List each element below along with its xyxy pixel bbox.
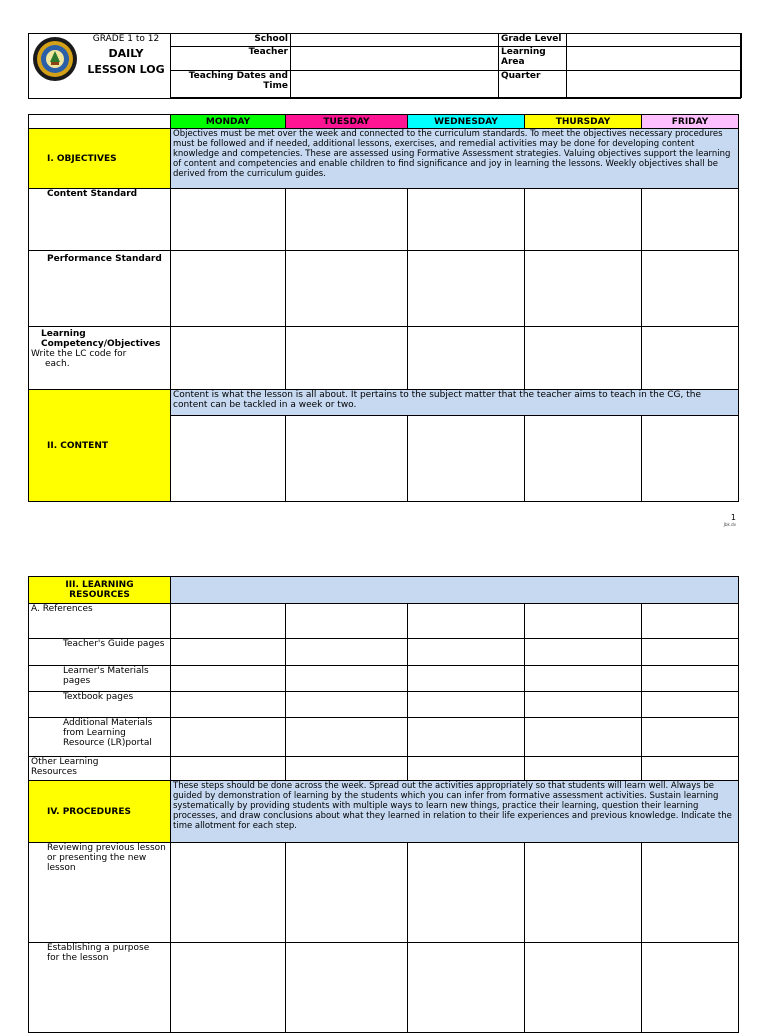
content-standard-tuesday[interactable] xyxy=(286,189,408,251)
additional-materials-tuesday[interactable] xyxy=(286,718,408,757)
objectives-description: Objectives must be met over the week and connected to the curriculum standards. To meet the objectives necessary procedures must be followed and if needed, additional lessons, exercises, and remedial activities may be done for developing content knowledge and competencies. These are assessed using Formative Assessment strategies. Valuing objectives support the learning of content and competencies and enable children to find significance and joy in learning the lessons. Weekly objectives shall be derived from the curriculum guides. xyxy=(171,129,739,189)
additional-materials-wednesday[interactable] xyxy=(408,718,525,757)
teaching-dates-field[interactable] xyxy=(291,71,499,98)
learning-area-field[interactable] xyxy=(567,47,742,71)
learning-competency-line2: Competency/Objectives xyxy=(41,339,161,349)
establishing-purpose-wednesday[interactable] xyxy=(408,943,525,1033)
procedures-description: These steps should be done across the week. Spread out the activities appropriately so that students will learn well. Always be guided by demonstration of learning by the students which you can infer from formative assessment activities. Sustain learning systematically by providing students with multiple ways to learn new things, practice their learning, question their learning processes, and draw conclusions about what they learned in relation to their life experiences and previous knowledge. Indicate the time allotment for each step. xyxy=(171,781,739,843)
learners-materials-monday[interactable] xyxy=(171,666,286,692)
learning-competency-label xyxy=(29,327,171,390)
grade-level-field[interactable] xyxy=(567,34,742,47)
teacher-label: Teacher xyxy=(171,47,291,71)
references-monday[interactable] xyxy=(171,604,286,639)
reviewing-lesson-friday[interactable] xyxy=(642,843,739,943)
content-standard-thursday[interactable] xyxy=(525,189,642,251)
learning-competency-line4: each. xyxy=(45,359,70,369)
references-tuesday[interactable] xyxy=(286,604,408,639)
learning-area-label-line2: Area xyxy=(501,57,525,67)
references-wednesday[interactable] xyxy=(408,604,525,639)
textbook-label: Textbook pages xyxy=(29,692,171,718)
content-wednesday[interactable] xyxy=(408,416,525,502)
day-wednesday: WEDNESDAY xyxy=(408,115,525,129)
reviewing-lesson-thursday[interactable] xyxy=(525,843,642,943)
school-field[interactable] xyxy=(291,34,499,47)
teaching-dates-label-line1: Teaching Dates and xyxy=(188,71,288,81)
performance-standard-wednesday[interactable] xyxy=(408,251,525,327)
learners-materials-friday[interactable] xyxy=(642,666,739,692)
content-monday[interactable] xyxy=(171,416,286,502)
quarter-label: Quarter xyxy=(499,71,567,98)
content-standard-monday[interactable] xyxy=(171,189,286,251)
references-friday[interactable] xyxy=(642,604,739,639)
references-label: A. References xyxy=(29,604,171,639)
establishing-purpose-thursday[interactable] xyxy=(525,943,642,1033)
learning-competency-wednesday[interactable] xyxy=(408,327,525,390)
objectives-label: I. OBJECTIVES xyxy=(29,129,171,189)
school-label: School xyxy=(171,34,291,47)
teaching-dates-label xyxy=(171,71,291,98)
learning-competency-line1: Learning xyxy=(41,329,86,339)
other-resources-friday[interactable] xyxy=(642,757,739,781)
learning-resources-banner xyxy=(171,577,739,604)
grade-range: GRADE 1 to 12 xyxy=(92,34,160,44)
content-friday[interactable] xyxy=(642,416,739,502)
footer-code: Jbk.dv xyxy=(723,522,736,527)
establishing-purpose-label: Establishing a purpose for the lesson xyxy=(29,943,171,1033)
references-thursday[interactable] xyxy=(525,604,642,639)
performance-standard-monday[interactable] xyxy=(171,251,286,327)
textbook-tuesday[interactable] xyxy=(286,692,408,718)
day-thursday: THURSDAY xyxy=(525,115,642,129)
procedures-label: IV. PROCEDURES xyxy=(29,781,171,843)
performance-standard-label: Performance Standard xyxy=(29,251,171,327)
learning-area-label xyxy=(499,47,567,71)
learning-resources-label-line2: RESOURCES xyxy=(69,590,130,600)
teachers-guide-label: Teacher's Guide pages xyxy=(29,639,171,666)
establishing-purpose-friday[interactable] xyxy=(642,943,739,1033)
reviewing-lesson-label: Reviewing previous lesson or presenting the new lesson xyxy=(29,843,171,943)
learning-resources-label xyxy=(29,577,171,604)
corner-cell xyxy=(29,115,171,129)
content-label: II. CONTENT xyxy=(29,390,171,502)
teaching-dates-label-line2: Time xyxy=(263,81,288,91)
school-seal-logo xyxy=(32,36,78,82)
title-lesson-log: LESSON LOG xyxy=(87,63,165,76)
learners-materials-label: Learner's Materials pages xyxy=(29,666,171,692)
learners-materials-tuesday[interactable] xyxy=(286,666,408,692)
day-monday: MONDAY xyxy=(171,115,286,129)
additional-materials-label: Additional Materials from Learning Resource (LR)portal xyxy=(29,718,171,757)
establishing-purpose-monday[interactable] xyxy=(171,943,286,1033)
learning-area-label-line1: Learning xyxy=(501,47,546,57)
other-resources-thursday[interactable] xyxy=(525,757,642,781)
learners-materials-thursday[interactable] xyxy=(525,666,642,692)
teachers-guide-friday[interactable] xyxy=(642,639,739,666)
learning-competency-friday[interactable] xyxy=(642,327,739,390)
title-daily: DAILY xyxy=(108,47,144,60)
textbook-monday[interactable] xyxy=(171,692,286,718)
page-number: 1 xyxy=(730,513,736,522)
other-resources-label: Other Learning Resources xyxy=(29,757,171,781)
textbook-thursday[interactable] xyxy=(525,692,642,718)
content-tuesday[interactable] xyxy=(286,416,408,502)
reviewing-lesson-monday[interactable] xyxy=(171,843,286,943)
textbook-wednesday[interactable] xyxy=(408,692,525,718)
learners-materials-wednesday[interactable] xyxy=(408,666,525,692)
lesson-log-table-page1 xyxy=(28,114,739,502)
teachers-guide-monday[interactable] xyxy=(171,639,286,666)
header-fields-table xyxy=(170,33,742,98)
teachers-guide-thursday[interactable] xyxy=(525,639,642,666)
reviewing-lesson-tuesday[interactable] xyxy=(286,843,408,943)
additional-materials-friday[interactable] xyxy=(642,718,739,757)
reviewing-lesson-wednesday[interactable] xyxy=(408,843,525,943)
learning-competency-monday[interactable] xyxy=(171,327,286,390)
additional-materials-thursday[interactable] xyxy=(525,718,642,757)
additional-materials-monday[interactable] xyxy=(171,718,286,757)
establishing-purpose-tuesday[interactable] xyxy=(286,943,408,1033)
day-tuesday: TUESDAY xyxy=(286,115,408,129)
teachers-guide-wednesday[interactable] xyxy=(408,639,525,666)
teacher-field[interactable] xyxy=(291,47,499,71)
learning-competency-line3: Write the LC code for xyxy=(31,349,127,359)
content-standard-friday[interactable] xyxy=(642,189,739,251)
content-thursday[interactable] xyxy=(525,416,642,502)
day-friday: FRIDAY xyxy=(642,115,739,129)
other-resources-tuesday[interactable] xyxy=(286,757,408,781)
grade-level-label: Grade Level xyxy=(499,34,567,47)
content-description: Content is what the lesson is all about. It pertains to the subject matter that the teacher aims to teach in the CG, the content can be tackled in a week or two. xyxy=(171,390,739,416)
lesson-log-table-page2 xyxy=(28,576,739,1033)
textbook-friday[interactable] xyxy=(642,692,739,718)
learning-competency-tuesday[interactable] xyxy=(286,327,408,390)
performance-standard-thursday[interactable] xyxy=(525,251,642,327)
other-resources-wednesday[interactable] xyxy=(408,757,525,781)
teachers-guide-tuesday[interactable] xyxy=(286,639,408,666)
content-standard-label: Content Standard xyxy=(29,189,171,251)
performance-standard-friday[interactable] xyxy=(642,251,739,327)
performance-standard-tuesday[interactable] xyxy=(286,251,408,327)
other-resources-monday[interactable] xyxy=(171,757,286,781)
learning-resources-label-line1: III. LEARNING xyxy=(65,580,134,590)
quarter-field[interactable] xyxy=(567,71,742,98)
content-standard-wednesday[interactable] xyxy=(408,189,525,251)
learning-competency-thursday[interactable] xyxy=(525,327,642,390)
